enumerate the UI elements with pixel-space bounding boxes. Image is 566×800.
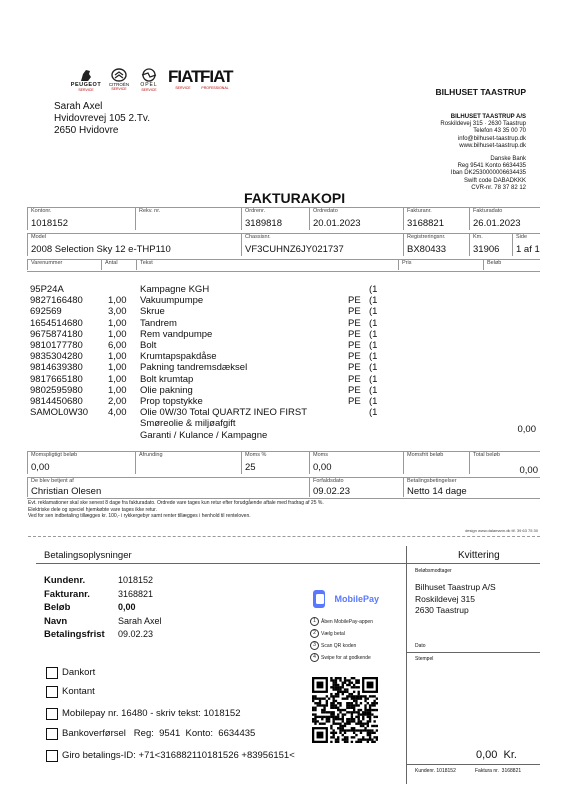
list-item: 1,00: [108, 373, 127, 385]
list-item: 1,00: [108, 317, 127, 329]
list-item: Garanti / Kulance / Kampagne: [140, 429, 268, 441]
peugeot-brand: PEUGEOT: [70, 82, 102, 88]
forfald-label: Forfaldsdato: [313, 478, 344, 484]
list-item: 9802595980: [30, 384, 83, 396]
list-item: 9810177780: [30, 340, 83, 352]
list-item: 1,00: [108, 351, 127, 363]
mobilepay-step-4: 4 Swipe for at godkende: [310, 653, 371, 662]
col-varenummer: Varenummer: [31, 260, 63, 266]
receipt-title: Kvittering: [458, 550, 500, 561]
moms-pct-value: 25: [245, 462, 256, 473]
betjent-label: De blev betjent af: [31, 478, 74, 484]
terms-line-1: Evt. reklamationer skal ske senest 8 dage fra fakturadato. Ordrede vare tages kun retur efter forudgående aftale med fradrag af 25 %.: [28, 500, 324, 506]
mobilepay-step-1: 1 Åben MobilePay-appen: [310, 617, 373, 626]
list-item: Olie 0W/30 Total QUARTZ INEO FIRST: [140, 407, 307, 419]
peugeot-sub: SERVICE: [78, 88, 94, 92]
fiat-professional-brand: FIAT: [200, 67, 233, 86]
forfald-value: 09.02.23: [313, 486, 350, 497]
dealer-header-name: BILHUSET TAASTRUP: [435, 87, 526, 97]
terms-notes: [28, 500, 324, 520]
dealer-iban: Iban DK2530000006634435: [450, 170, 526, 177]
kundenr-value: 1018152: [118, 575, 154, 585]
kontant-label: Kontant: [62, 686, 95, 697]
fiat-professional-logo: [200, 67, 233, 90]
receipt-modtager-label: Beløbsmodtager: [415, 568, 452, 574]
header-row-2: [27, 233, 540, 258]
list-item: 2,00: [108, 396, 127, 408]
momsfrit-label: Momsfrit beløb: [407, 452, 444, 458]
list-item: SAMOL0W30: [30, 407, 89, 419]
list-item: (1: [369, 384, 378, 396]
list-item: 95P24A: [30, 284, 64, 295]
receipt-dato-label: Dato: [415, 643, 426, 649]
dealer-reg: Reg 9541 Konto 6634435: [457, 163, 526, 170]
mobilepay-brand: MobilePay: [334, 594, 379, 604]
opel-sub: SERVICE: [141, 88, 157, 92]
fiat-professional-sub: PROFESSIONAL: [201, 86, 229, 90]
list-item: 692569: [30, 306, 62, 318]
list-item: (1: [369, 373, 378, 385]
mobilepay-step-3: 3 Scan QR koden: [310, 641, 356, 650]
km-label: Km.: [473, 234, 483, 240]
moms-value: 0,00: [313, 462, 332, 473]
list-item: (1: [369, 396, 378, 408]
bank-checkbox[interactable]: [46, 728, 58, 740]
model-value: 2008 Selection Sky 12 e-THP110: [31, 244, 171, 255]
dealer-name: BILHUSET TAASTRUP A/S: [450, 114, 526, 120]
blitz-icon: [141, 68, 157, 82]
ordredato-value: 20.01.2023: [313, 218, 361, 229]
receipt-amount: 0,00 Kr.: [476, 749, 517, 761]
dankort-label: Dankort: [62, 667, 96, 678]
receipt-stempel-label: Stempel: [415, 656, 434, 662]
list-item: 1,00: [108, 362, 127, 374]
regnr-label: Registreringsnr.: [407, 234, 446, 240]
opel-logo: [136, 68, 162, 92]
list-item: Olie pakning: [140, 384, 193, 396]
dealer-swift: Swift code DABADKKK: [463, 177, 526, 184]
kontonr-value: 1018152: [31, 218, 68, 229]
list-item: 1,00: [108, 328, 127, 340]
perforation-line: [28, 536, 540, 537]
fiat-sub: SERVICE: [175, 86, 191, 90]
rekv-label: Rekv. nr.: [139, 208, 161, 214]
list-item: 3,00: [108, 306, 127, 318]
line-pe-col: [348, 284, 361, 407]
betingelser-label: Betalingsbetingelser: [407, 478, 457, 484]
customer-city: 2650 Hvidovre: [54, 125, 119, 136]
list-item: Pakning tandremsdæksel: [140, 362, 248, 374]
payment-title: Betalingsoplysninger: [44, 550, 132, 561]
list-item: 1,00: [108, 384, 127, 396]
ordrenr-value: 3189818: [245, 218, 282, 229]
customer-name: Sarah Axel: [54, 101, 103, 112]
opel-brand: OPEL: [140, 82, 158, 88]
bank-option-label: Bankoverførsel Reg: 9541 Konto: 6634435: [62, 728, 256, 739]
list-item: 9814450680: [30, 396, 83, 408]
list-item: Bolt: [140, 340, 157, 352]
col-tekst: Tekst: [140, 260, 153, 266]
payment-details: [44, 574, 304, 642]
dealer-email: info@bilhuset-taastrup.dk: [457, 135, 526, 142]
regnr-value: BX80433: [407, 244, 447, 255]
design-credit: design www.dalamann.dk tlf. 39 63 75 30: [465, 528, 538, 533]
fakturadato-value: 26.01.2023: [473, 218, 521, 229]
lion-icon: [77, 68, 95, 82]
model-label: Model: [31, 234, 46, 240]
list-item: Tandrem: [140, 317, 177, 329]
list-item: Rem vandpumpe: [140, 328, 213, 340]
list-item: 6,00: [108, 340, 127, 351]
list-item: PE: [348, 317, 361, 329]
betingelser-value: Netto 14 dage: [407, 486, 467, 497]
giro-checkbox[interactable]: [46, 750, 58, 762]
totals-row: [27, 451, 540, 476]
kundenr-label: Kundenr.: [44, 575, 86, 586]
list-item: PE: [348, 384, 361, 396]
line-tekst-col: [140, 284, 307, 441]
giro-option-label: Giro betalings-ID: +71<316882110181526 +83956151<: [62, 750, 295, 761]
frist-label: Betalingsfrist: [44, 629, 105, 640]
list-item: Skrue: [140, 306, 165, 318]
col-pris: Pris: [402, 260, 412, 266]
item-lines: [30, 284, 540, 444]
citroen-brand: CITROËN: [108, 82, 130, 87]
side-value: 1 af 1: [516, 244, 540, 255]
momspligtigt-value: 0,00: [31, 462, 50, 473]
mobilepay-step-2: 2 Vælg betal: [310, 629, 345, 638]
document-title: FAKTURAKOPI: [244, 190, 346, 206]
dealer-phone: Telefon 43 35 00 70: [473, 128, 526, 135]
list-item: (1: [369, 351, 378, 363]
frist-value: 09.02.23: [118, 629, 154, 639]
list-item: PE: [348, 306, 361, 318]
list-item: (1: [369, 306, 378, 318]
line-nr-col: [30, 284, 88, 418]
line-flag-col: [369, 284, 377, 418]
side-label: Side: [516, 234, 528, 240]
list-item: [108, 284, 127, 295]
total-value: 0,00: [519, 465, 538, 476]
terms-line-2: Elektriske dele og speciel hjemkøbte vare tages ikke retur.: [28, 506, 157, 513]
moms-label: Moms: [313, 452, 328, 458]
receipt-street: Roskildevej 315: [415, 593, 476, 604]
fakturanr-value: 3168821: [407, 218, 444, 229]
list-item: 1,00: [108, 295, 127, 307]
ordredato-label: Ordredato: [313, 208, 338, 214]
dankort-checkbox[interactable]: [46, 667, 58, 679]
list-item: 4,00: [108, 407, 127, 419]
fakturanr-pay-label: Fakturanr.: [44, 588, 90, 600]
list-item: 9814639380: [30, 362, 83, 374]
list-item: PE: [348, 362, 361, 374]
navn-value: Sarah Axel: [118, 615, 162, 626]
dealer-web: www.bilhuset-taastrup.dk: [459, 142, 526, 149]
afrunding-label: Afrunding: [139, 452, 163, 458]
list-item: Smøreolie & miljøafgift: [140, 418, 236, 430]
receipt-city: 2630 Taastrup: [415, 605, 469, 615]
dealer-info: [440, 114, 526, 192]
dealer-address: Roskildevej 315 · 2630 Taastrup: [440, 121, 526, 128]
list-item: Prop topstykke: [140, 396, 203, 408]
list-item: 1654514680: [30, 317, 83, 329]
dealer-bank: Danske Bank: [490, 156, 526, 163]
mobilepay-checkbox[interactable]: [46, 708, 58, 720]
kontonr-label: Kontonr.: [31, 208, 52, 214]
chevrons-icon: [110, 68, 128, 82]
list-item: Vakuumpumpe: [140, 295, 204, 307]
list-item: PE: [348, 340, 361, 351]
peugeot-logo: [68, 68, 104, 92]
list-item: (1: [369, 328, 378, 340]
terms-line-3: Ved for sen indbetaling tillægges kr. 100,- i rykkergebyr samt renter tillægges i henhold til renteloven.: [28, 513, 251, 519]
list-item: Krumtapspakdåse: [140, 351, 217, 363]
mobilepay-option-label: Mobilepay nr. 16480 - skriv tekst: 1018152: [62, 708, 241, 719]
customer-street: Hvidovrevej 105 2.Tv.: [54, 113, 150, 124]
beloeb-value: 0,00: [118, 602, 136, 612]
total-label: Total beløb: [473, 452, 500, 458]
dealer-cvr: CVR-nr. 78 37 82 12: [471, 184, 526, 191]
lines-total: 0,00: [517, 424, 536, 435]
beloeb-label: Beløb: [44, 602, 71, 613]
list-item: (1: [369, 317, 378, 329]
betjent-value: Christian Olesen: [31, 486, 102, 497]
navn-label: Navn: [44, 615, 68, 627]
citroen-logo: [104, 68, 134, 91]
kontant-checkbox[interactable]: [46, 686, 58, 698]
citroen-sub: SERVICE: [111, 87, 127, 91]
col-beloeb: Beløb: [487, 260, 502, 266]
receipt-fakturanr: Faktura nr. 3168821: [475, 768, 522, 774]
header-row-1: [27, 207, 540, 232]
list-item: (1: [369, 362, 378, 374]
mobilepay-logo: [310, 588, 379, 610]
receipt-name: Bilhuset Taastrup A/S: [415, 582, 496, 592]
list-item: (1: [369, 340, 378, 352]
item-column-headers: [27, 259, 540, 271]
list-item: PE: [348, 373, 361, 385]
receipt-recipient: [415, 582, 496, 617]
qr-code[interactable]: [312, 677, 378, 743]
km-value: 31906: [473, 244, 500, 255]
list-item: PE: [348, 295, 361, 307]
list-item: PE: [348, 351, 361, 363]
chassis-value: VF3CUHNZ6JY021737: [245, 244, 344, 255]
list-item: 9675874180: [30, 328, 83, 340]
list-item: PE: [348, 328, 361, 340]
betjent-row: [27, 477, 540, 499]
list-item: 9835304280: [30, 351, 83, 363]
fakturanr-label: Fakturanr.: [407, 208, 432, 214]
list-item: (1: [369, 295, 378, 307]
chassis-label: Chassisnr.: [245, 234, 271, 240]
list-item: PE: [348, 396, 361, 408]
receipt-kundenr: Kundenr. 1018152: [415, 768, 456, 774]
list-item: [348, 284, 361, 295]
list-item: 9817665180: [30, 373, 83, 385]
list-item: 9827166480: [30, 295, 83, 307]
fakturanr-pay-value: 3168821: [118, 588, 154, 599]
list-item: Bolt krumtap: [140, 373, 194, 385]
momspligtigt-label: Momspligtigt beløb: [31, 452, 78, 458]
customer-address: [54, 101, 150, 137]
list-item: (1: [369, 284, 378, 295]
mobilepay-icon: [310, 588, 330, 610]
ordrenr-label: Ordrenr.: [245, 208, 266, 214]
moms-pct-label: Moms %: [245, 452, 267, 458]
col-antal: Antal: [105, 260, 118, 266]
list-item: (1: [369, 407, 378, 419]
fiat-brand: FIAT: [168, 67, 201, 86]
list-item: Kampagne KGH: [140, 284, 210, 295]
line-antal-col: [108, 284, 127, 418]
fakturadato-label: Fakturadato: [473, 208, 503, 214]
fiat-logo: [168, 67, 201, 90]
